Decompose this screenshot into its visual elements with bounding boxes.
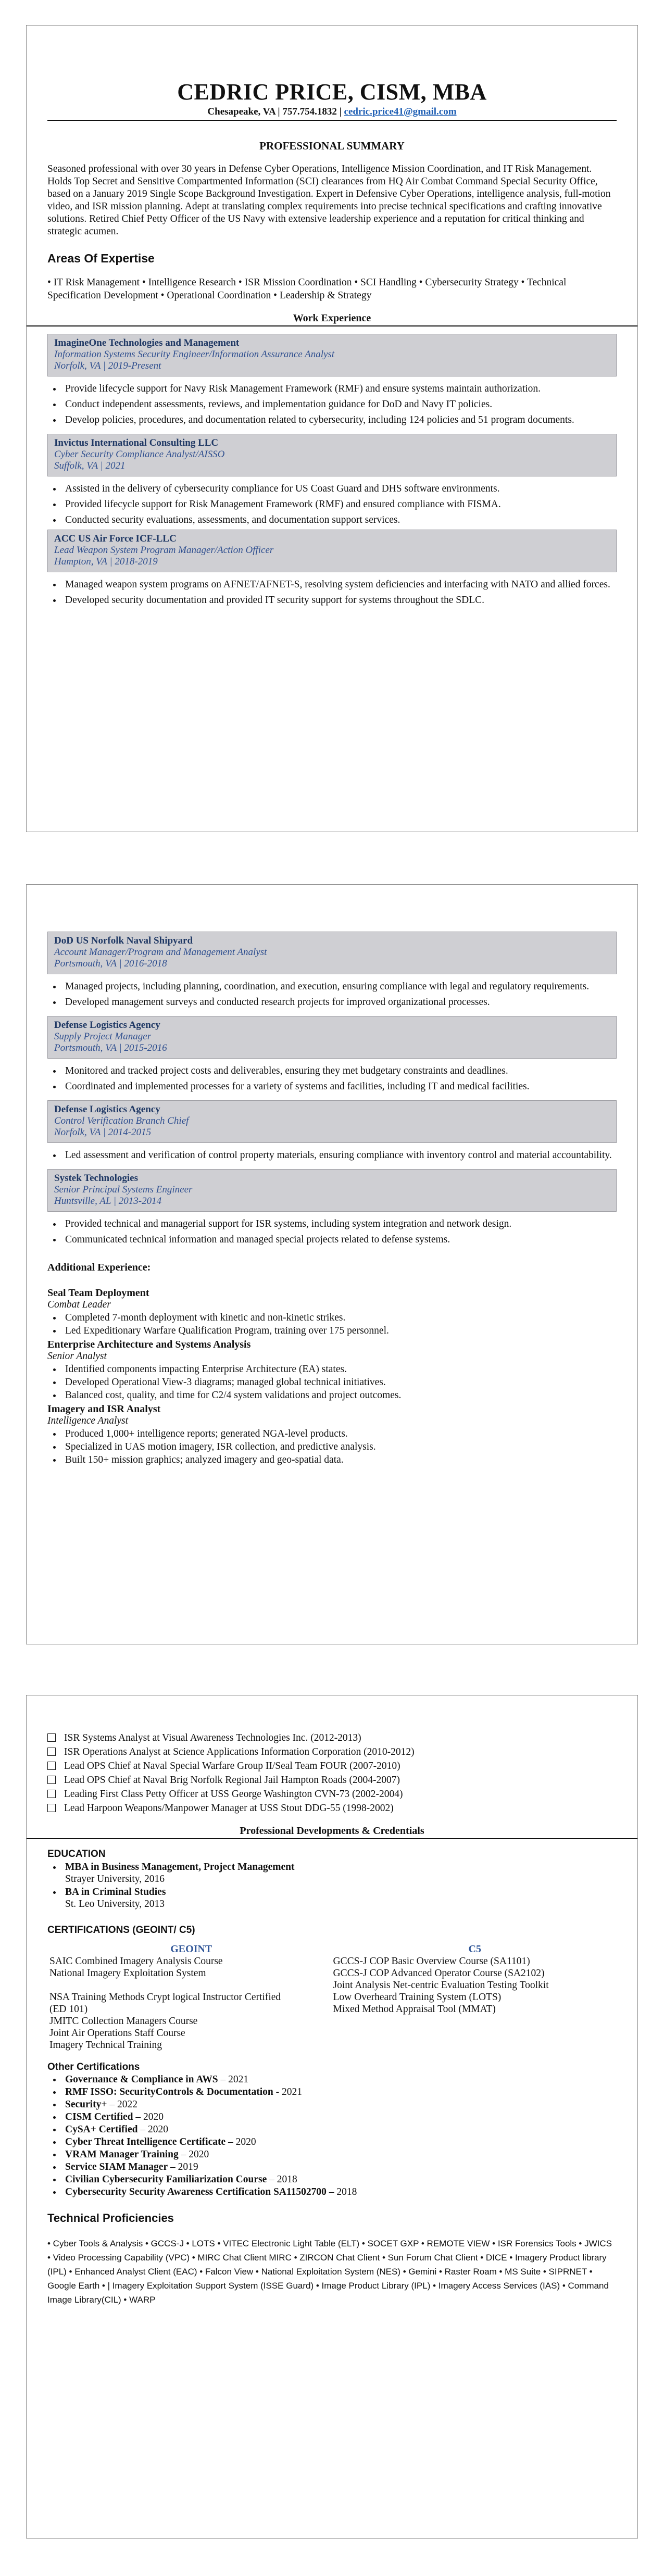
job-role: Cyber Security Compliance Analyst/AISSO: [54, 449, 225, 460]
job-company: Defense Logistics Agency: [54, 1020, 160, 1031]
cert-name: Governance & Compliance in AWS: [65, 2074, 218, 2085]
degree: • MBA in Business Management, Project Management: [65, 1862, 295, 1873]
prior-role-text: ISR Operations Analyst at Science Applications Information Corporation (2010-2012): [64, 1746, 415, 1757]
education-heading: EDUCATION: [47, 1849, 106, 1859]
job-header: [47, 530, 617, 572]
cert-item: SAIC Combined Imagery Analysis Course: [49, 1956, 223, 1967]
list-item: [62, 2174, 617, 2185]
header-divider: [47, 120, 617, 121]
list-item: [62, 2149, 617, 2160]
checkbox-icon: [47, 1733, 56, 1742]
list-item: • Led assessment and verification of control property materials, ensuring compliance with inventory control and material accountability.: [62, 1149, 617, 1162]
cert-name: Civilian Cybersecurity Familiarization Course: [65, 2174, 267, 2185]
list-item: • Led Expeditionary Warfare Qualification Program, training over 175 personnel.: [62, 1325, 617, 1337]
cert-name: VRAM Manager Training: [65, 2149, 179, 2160]
list-item: • Assisted in the delivery of cybersecurity compliance for US Coast Guard and DHS software environments.: [62, 483, 617, 495]
list-item: [47, 1746, 617, 1758]
credentials-heading: Professional Developments & Credentials: [240, 1825, 424, 1837]
list-item: • Developed management surveys and conducted research projects for improved organizational processes.: [62, 996, 617, 1009]
cert-item: GCCS-J COP Basic Overview Course (SA1101): [333, 1956, 530, 1967]
checkbox-icon: [47, 1804, 56, 1812]
list-item: • Identified components impacting Enterprise Architecture (EA) states.: [62, 1363, 617, 1375]
additional-org: Seal Team Deployment: [47, 1287, 149, 1299]
certifications-heading: CERTIFICATIONS (GEOINT/ C5): [47, 1925, 195, 1936]
jobs-section-2: [27, 885, 637, 1466]
summary-text: Seasoned professional with over 30 years in Defense Cyber Operations, Intelligence Mission Coordination, and IT Risk Management. Holds Top Secret and Sensitive Compartmented Information (SCI) clearances from HQ Air Combat Command Special Security Office, based on a January 2019 Single Scope Background Investigation. Expert in Defensive Cyber Operations, intelligence analysis, full-motion video, and ISR mission planning. Adept at translating complex requirements into precise technical specifications and crafting innovative solutions. Retired Chief Petty Officer of the US Navy with extensive leadership experience and a reputation for critical thinking and strategic acumen.: [47, 164, 611, 237]
cert-year: – 2018: [326, 2187, 357, 2197]
job-company: DoD US Norfolk Naval Shipyard: [54, 935, 193, 946]
c5-heading: C5: [468, 1943, 481, 1955]
list-item: [62, 2087, 617, 2098]
job-bullets: [47, 1065, 617, 1093]
cert-year: – 2020: [225, 2137, 256, 2147]
checkbox-icon: [47, 1748, 56, 1756]
cert-year: 2021: [279, 2087, 302, 2097]
job-header: [47, 932, 617, 974]
additional-org: Enterprise Architecture and Systems Analysis: [47, 1339, 251, 1350]
credentials-divider: [27, 1838, 637, 1839]
work-heading: Work Experience: [293, 312, 371, 324]
list-item: • Provided technical and managerial support for ISR systems, including system integration and network design.: [62, 1218, 617, 1230]
list-item: • Managed weapon system programs on AFNET/AFNET-S, resolving system deficiencies and interfacing with NATO and allied forces.: [62, 579, 617, 591]
job-location: Portsmouth, VA | 2016-2018: [54, 958, 167, 969]
job-location: Norfolk, VA | 2014-2015: [54, 1127, 152, 1138]
cert-item: NSA Training Methods Crypt logical Instructor Certified (ED 101): [49, 1992, 281, 2015]
list-item: [47, 1788, 617, 1801]
cert-item: Joint Air Operations Staff Course: [49, 2028, 185, 2039]
email-link[interactable]: cedric.price41@gmail.com: [344, 106, 457, 117]
technical-proficiencies-list: • Cyber Tools & Analysis • GCCS-J • LOTS • VITEC Electronic Light Table (ELT) • SOCET GXP • REMOTE VIEW • ISR Forensics Tools • JWICS • Video Processing Capability (VPC) • MIRC Chat Client MIRC • ZIRCON Chat Client • Sun Forum Chat Client • DICE • Imagery Product library (IPL) • Enhanced Analyst Client (EAC) • Falcon View • National Exploitation System (NES) • Gemini • Raster Roam • MS Suite • SIPRNET • Google Earth • | Imagery Exploitation Support System (ISSE Guard) • Image Product Library (IPL) • Imagery Access Services (IAS) • Command Image Library(CIL) • WARP: [47, 2239, 612, 2305]
additional-bullets: [47, 1363, 617, 1401]
job-location: Norfolk, VA | 2019-Present: [54, 360, 161, 371]
cert-name: Security+: [65, 2099, 107, 2110]
job-location: Portsmouth, VA | 2015-2016: [54, 1042, 167, 1053]
job-bullets: [47, 579, 617, 607]
cert-year: – 2020: [133, 2112, 164, 2122]
list-item: [62, 2162, 617, 2173]
school: St. Leo University, 2013: [65, 1899, 165, 1909]
additional-role: Combat Leader: [47, 1299, 111, 1310]
prior-role-text: Lead Harpoon Weapons/Manpower Manager at USS Stout DDG-55 (1998-2002): [64, 1803, 394, 1814]
expertise-heading: Areas Of Expertise: [47, 252, 155, 265]
resume-page-3: [26, 1695, 638, 2539]
job-company: Systek Technologies: [54, 1173, 139, 1184]
job-company: ACC US Air Force ICF-LLC: [54, 533, 177, 544]
school: Strayer University, 2016: [65, 1874, 165, 1884]
cert-item: JMITC Collection Managers Course: [49, 2016, 198, 2027]
checkbox-icon: [47, 1790, 56, 1798]
degree: • BA in Criminal Studies: [65, 1887, 166, 1898]
education-list: [47, 1861, 617, 1910]
list-item: • Managed projects, including planning, coordination, and execution, ensuring compliance with legal and regulatory requirements.: [62, 981, 617, 993]
job-company: Invictus International Consulting LLC: [54, 437, 219, 448]
list-item: [62, 2074, 617, 2085]
job-role: Account Manager/Program and Management Analyst: [54, 947, 267, 958]
job-bullets: [47, 1218, 617, 1246]
prior-roles-section: [27, 1695, 637, 1837]
list-item: [47, 1760, 617, 1773]
summary-heading: PROFESSIONAL SUMMARY: [259, 140, 405, 152]
list-item: [62, 2099, 617, 2110]
job-location: Suffolk, VA | 2021: [54, 460, 126, 471]
cert-item: Joint Analysis Net-centric Evaluation Testing Toolkit: [333, 1980, 549, 1991]
cert-name: Service SIAM Manager: [65, 2162, 168, 2172]
list-item: • Provided lifecycle support for Risk Management Framework (RMF) and ensured compliance with FISMA.: [62, 498, 617, 511]
additional-bullets: [47, 1312, 617, 1337]
technical-proficiencies-heading: Technical Proficiencies: [47, 2211, 174, 2225]
cert-year: – 2020: [178, 2149, 209, 2160]
cert-item: Mixed Method Appraisal Tool (MMAT): [333, 2004, 496, 2015]
job-header: [47, 434, 617, 476]
list-item: [62, 1861, 617, 1885]
list-item: • Provide lifecycle support for Navy Risk Management Framework (RMF) and ensure systems maintain authorization.: [62, 383, 617, 395]
list-item: • Communicated technical information and managed special projects related to defense systems.: [62, 1234, 617, 1246]
list-item: [62, 2187, 617, 2198]
list-item: • Developed Operational View-3 diagrams; managed global technical initiatives.: [62, 1376, 617, 1388]
job-bullets: [47, 981, 617, 1009]
resume-page-2: [26, 884, 638, 1644]
certifications-columns: [47, 1943, 617, 2051]
list-item: [47, 1802, 617, 1815]
additional-bullets: [47, 1428, 617, 1466]
jobs-section-1: [27, 334, 637, 607]
cert-item: GCCS-J COP Advanced Operator Course (SA2102): [333, 1968, 545, 1979]
other-certifications-list: [47, 2074, 617, 2198]
job-location: Hampton, VA | 2018-2019: [54, 556, 158, 567]
geoint-heading: GEOINT: [170, 1943, 212, 1955]
cert-name: CySA+ Certified: [65, 2124, 138, 2135]
job-header: [47, 1169, 617, 1212]
job-role: Senior Principal Systems Engineer: [54, 1184, 193, 1195]
job-bullets: [47, 483, 617, 526]
list-item: [47, 1774, 617, 1787]
cert-name: RMF ISSO: SecurityControls & Documentation -: [65, 2087, 280, 2097]
job-header: [47, 1100, 617, 1143]
cert-year: – 2020: [137, 2124, 168, 2135]
job-location: Huntsville, AL | 2013-2014: [54, 1196, 162, 1207]
additional-role: Intelligence Analyst: [47, 1415, 129, 1426]
cert-name: Cyber Threat Intelligence Certificate: [65, 2137, 226, 2147]
other-certifications-heading: Other Certifications: [47, 2062, 140, 2072]
prior-roles-list: [47, 1732, 617, 1815]
prior-role-text: Leading First Class Petty Officer at USS George Washington CVN-73 (2002-2004): [64, 1789, 403, 1800]
cert-item: Low Overheard Training System (LOTS): [333, 1992, 502, 2003]
additional-role: Senior Analyst: [47, 1351, 107, 1362]
job-header: [47, 1016, 617, 1059]
expertise-list: • IT Risk Management • Intelligence Research • ISR Mission Coordination • SCI Handling • Cybersecurity Strategy • Technical Specification Development • Operational Coordination • Leadership & Strategy: [47, 277, 567, 301]
checkbox-icon: [47, 1776, 56, 1784]
job-role: Supply Project Manager: [54, 1031, 152, 1042]
geoint-column: [47, 1943, 333, 2051]
list-item: • Conduct independent assessments, reviews, and implementation guidance for DoD and Navy IT policies.: [62, 398, 617, 411]
cert-year: – 2018: [267, 2174, 297, 2185]
checkbox-icon: [47, 1762, 56, 1770]
prior-role-text: Lead OPS Chief at Naval Special Warfare Group II/Seal Team FOUR (2007-2010): [64, 1761, 400, 1771]
job-header: [47, 334, 617, 376]
list-item: • Coordinated and implemented processes for a variety of systems and facilities, including IT and medical facilities.: [62, 1080, 617, 1093]
prior-role-text: ISR Systems Analyst at Visual Awareness Technologies Inc. (2012-2013): [64, 1732, 361, 1743]
additional-org: Imagery and ISR Analyst: [47, 1403, 161, 1415]
list-item: • Completed 7-month deployment with kinetic and non-kinetic strikes.: [62, 1312, 617, 1324]
list-item: • Developed security documentation and provided IT security support for systems throughout the SDLC.: [62, 594, 617, 607]
credentials-section: [27, 1849, 637, 2307]
cert-spacer: [49, 1979, 333, 1991]
job-bullets: [47, 1149, 617, 1162]
cert-name: Cybersecurity Security Awareness Certification SA11502700: [65, 2187, 327, 2197]
additional-experience-heading: Additional Experience:: [47, 1262, 151, 1273]
job-role: Lead Weapon System Program Manager/Action Officer: [54, 545, 274, 556]
list-item: • Balanced cost, quality, and time for C2/4 system validations and project outcomes.: [62, 1389, 617, 1401]
list-item: [62, 1886, 617, 1910]
cert-item: Imagery Technical Training: [49, 2040, 162, 2051]
list-item: [47, 1732, 617, 1744]
list-item: • Built 150+ mission graphics; analyzed imagery and geo-spatial data.: [62, 1454, 617, 1466]
candidate-name: CEDRIC PRICE, CISM, MBA: [177, 79, 487, 105]
list-item: • Produced 1,000+ intelligence reports; generated NGA-level products.: [62, 1428, 617, 1440]
job-company: Defense Logistics Agency: [54, 1104, 160, 1115]
cert-name: CISM Certified: [65, 2112, 133, 2122]
job-role: Information Systems Security Engineer/Information Assurance Analyst: [54, 349, 335, 360]
cert-year: – 2019: [168, 2162, 198, 2172]
cert-year: – 2022: [107, 2099, 137, 2110]
prior-role-text: Lead OPS Chief at Naval Brig Norfolk Regional Jail Hampton Roads (2004-2007): [64, 1775, 400, 1786]
job-bullets: [47, 383, 617, 426]
list-item: • Specialized in UAS motion imagery, ISR collection, and predictive analysis.: [62, 1441, 617, 1453]
list-item: • Monitored and tracked project costs and deliverables, ensuring they met budgetary constraints and deadlines.: [62, 1065, 617, 1077]
contact-line: [47, 106, 617, 118]
c5-column: [333, 1943, 617, 2051]
job-company: ImagineOne Technologies and Management: [54, 337, 240, 348]
job-role: Control Verification Branch Chief: [54, 1115, 189, 1126]
contact-details: Chesapeake, VA | 757.754.1832 |: [207, 106, 342, 117]
resume-page-1: [26, 25, 638, 832]
cert-item: National Imagery Exploitation System: [49, 1968, 206, 1979]
cert-year: – 2021: [218, 2074, 249, 2085]
list-item: [62, 2124, 617, 2135]
list-item: • Conducted security evaluations, assessments, and documentation support services.: [62, 514, 617, 526]
work-divider: [27, 325, 637, 326]
list-item: • Develop policies, procedures, and documentation related to cybersecurity, including 124 policies and 51 program documents.: [62, 414, 617, 426]
list-item: [62, 2112, 617, 2123]
list-item: [62, 2137, 617, 2148]
